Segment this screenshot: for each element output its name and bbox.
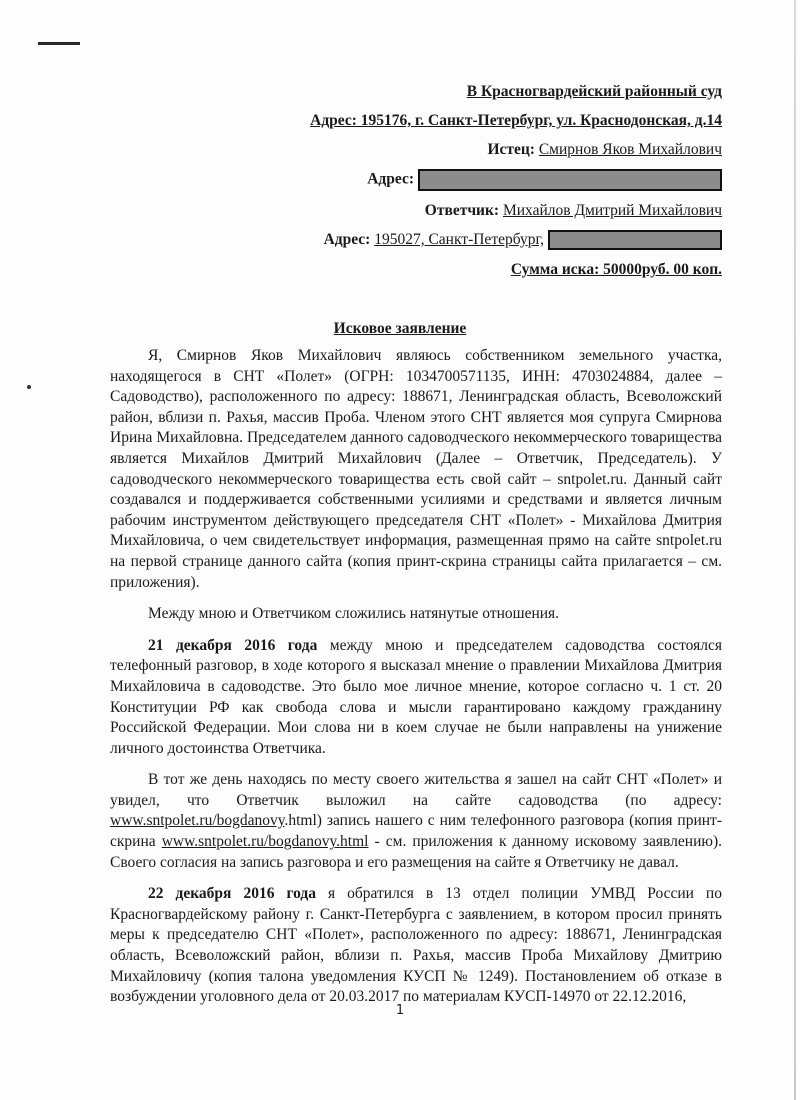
plaintiff-address-line: [72, 169, 722, 191]
defendant-name: Михайлов Дмитрий Михайлович: [502, 202, 722, 219]
scan-artifact-mark: [38, 42, 80, 45]
paragraph-2: Между мною и Ответчиком сложились натянутые отношения.: [148, 605, 560, 623]
document-body: [110, 346, 722, 1019]
plaintiff-line: [72, 140, 722, 159]
scan-page-edge: [794, 0, 796, 1100]
claim-amount: Сумма иска: 50000руб. 00 коп.: [510, 261, 722, 279]
redacted-plaintiff-address: [418, 169, 722, 191]
court-name: В Красногвардейский районный суд: [466, 83, 722, 100]
paragraph-1: Я, Смирнов Яков Михайлович являюсь собственником земельного участка, находящегося в СНТ «Полет» (ОГРН: 1034700571135, ИНН: 4703024884, далее – Садоводство), расположенного по адресу: 188671, Ленинградская область, Всеволожский район, вблизи п. Рахья, массив Проба. Членом этого СНТ является моя супруга Смирнова Ирина Михайловна. Председателем данного садоводческого некоммерческого товарищества является Михайлов Дмитрий Михайлович (Далее – Ответчик, Председатель). У садоводческого некоммерческого товарищества есть свой сайт – sntpolet.ru. Данный сайт создавался и поддерживается собственными усилиями и средствами и является личным рабочим инструментом действующего председателя СНТ «Полет» - Михайлова Дмитрия Михайловича, о чем свидетельствует информация, размещенная прямо на сайте sntpolet.ru на первой странице данного сайта (копия принт-скрина страницы сайта прилагается – см. приложения).: [110, 347, 722, 591]
paragraph-4-text-b: .html) запись нашего с ним телефонного разговора (копия принт-скрина: [110, 812, 722, 851]
paragraph-4-text-a: В тот же день находясь по месту своего жительства я зашел на сайт СНТ «Полет» и увидел, что Ответчик выложил на сайте садоводства (по адресу:: [110, 771, 722, 809]
paragraph-4-text-c: - см. приложения к данному исковому заявлению). Своего согласия на запись разговора и его размещения на сайте я Ответчику не давал.: [110, 833, 722, 871]
scan-artifact-dot: [27, 385, 31, 389]
defendant-address-value: 195027, Санкт-Петербург,: [374, 231, 544, 248]
paragraph-3: [110, 636, 722, 760]
defendant-address-label: Адрес:: [323, 231, 371, 248]
defendant-label: Ответчик:: [424, 202, 500, 219]
paragraph-3-text: между мною и председателем садоводства состоялся телефонный разговор, в ходе которого я высказал мнение о правлении Михайлова Дмитрия Михайловича в садоводстве. Это было мое личное мнение, которое согласно ч. 1 ст. 20 Конституции РФ как свобода слова и мысли гарантировано каждому гражданину Российской Федерации. Мои слова ни в коем случае не были направлены на унижение личного достоинства Ответчика.: [110, 636, 722, 757]
defendant-address-line: [72, 230, 722, 250]
plaintiff-name: Смирнов Яков Михайлович: [538, 141, 722, 158]
plaintiff-label: Истец:: [487, 141, 535, 158]
court-address: Адрес: 195176, г. Санкт-Петербург, ул. Краснодонская, д.14: [310, 112, 722, 129]
paragraph-4: [110, 770, 722, 873]
addressee-block: [72, 82, 722, 289]
redacted-defendant-address: [548, 230, 722, 250]
site-link-1[interactable]: www.sntpolet.ru/bogdanovy: [110, 812, 285, 830]
paragraph-5: [110, 884, 722, 1008]
plaintiff-address-label: Адрес:: [367, 170, 414, 188]
defendant-line: [72, 201, 722, 220]
site-link-2[interactable]: www.sntpolet.ru/bogdanovy.html: [161, 833, 369, 851]
date-21-dec: 21 декабря 2016 года: [148, 636, 318, 654]
paragraph-5-text: я обратился в 13 отдел полиции УМВД России по Красногвардейскому району г. Санкт-Петербурга с заявлением, в котором просил принять меры к председателю СНТ «Полет», расположенного по адресу: 188671, Ленинградская область, Всеволожский район, вблизи п. Рахья, массив Проба Михайлову Дмитрию Михайловичу (копия талона уведомления КУСП № 1249). Постановлением об отказе в возбуждении уголовного дела от 20.03.2017 по материалам КУСП-14970 от 22.12.2016,: [110, 885, 722, 1006]
date-22-dec: 22 декабря 2016 года: [148, 885, 317, 903]
document-title: Исковое заявление: [333, 320, 467, 337]
page-number: 1: [395, 1003, 405, 1018]
